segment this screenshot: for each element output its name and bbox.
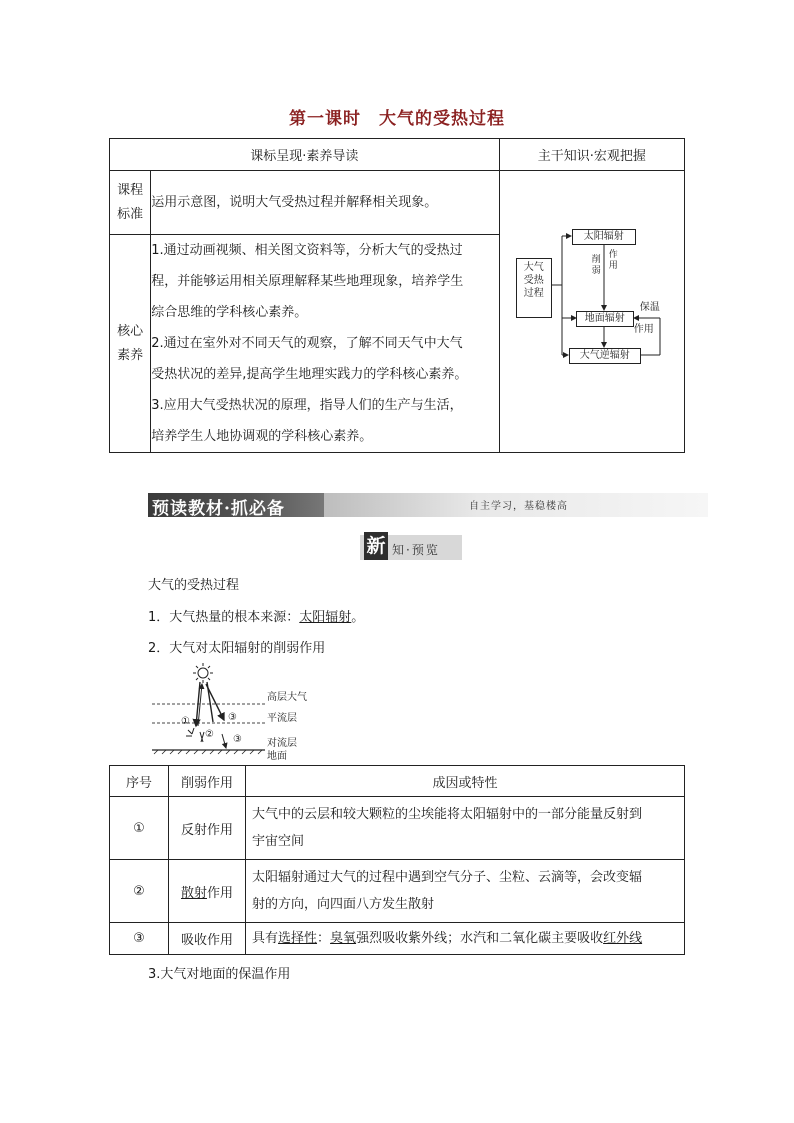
badge-new-glyph: 新 [364,532,388,560]
answer-ozone: 臭氧 [330,931,357,946]
diagram-box-atmospheric-counter-radiation: 大气逆辐射 [569,348,641,364]
marker-2: ② [205,729,214,740]
answer-solar-radiation: 太阳辐射 [299,610,352,625]
col-header-effect: 削弱作用 [169,766,246,797]
table-row: ① 反射作用 大气中的云层和较大颗粒的尘埃能将太阳辐射中的一部分能量反射到 宇宙空间 [110,797,685,860]
diagram-box-process: 大气 受热 过程 [516,258,552,318]
banner-subtitle: 自主学习，基稳楼高 [469,501,568,512]
preview-badge [360,535,462,560]
table-row: ② 散射作用 太阳辐射通过大气的过程中遇到空气分子、尘粒、云滴等，会改变辐 射的方向，向四面八方发生散射 [110,860,685,923]
label-troposphere: 对流层 [267,738,297,749]
marker-1: ① [181,716,190,727]
section-banner [148,493,708,517]
atmosphere-diagram-svg [150,662,350,762]
badge-label: 知·预览 [392,543,440,557]
banner-title: 预读教材·抓必备 [152,499,285,519]
marker-3-upper: ③ [228,712,237,723]
section-heading: 大气的受热过程 [148,578,240,593]
diagram-box-solar-radiation: 太阳辐射 [572,229,636,245]
row-label-core: 核心 素养 [110,235,151,453]
page-title: 第一课时 大气的受热过程 [289,109,505,129]
sun-icon [198,668,208,678]
col-header-cause: 成因或特性 [246,766,685,797]
col-header-number: 序号 [110,766,169,797]
answer-infrared: 红外线 [603,931,643,946]
header-knowledge: 主干知识·宏观把握 [499,139,684,171]
diagram-label-weaken: 削 弱 [591,254,601,276]
answer-scatter: 散射 [180,885,207,901]
row-label-standard: 课程 标准 [110,171,151,235]
answer-selectivity: 选择性 [278,931,318,946]
concept-diagram [499,171,684,453]
item-3: 3.大气对地面的保温作用 [148,967,291,982]
atmosphere-figure [150,662,350,762]
diagram-label-keep-warm: 保温 [639,301,660,313]
diagram-label-effect: 作 用 [608,249,618,271]
diagram-label-effect-2: 作用 [633,323,654,335]
marker-3-lower: ③ [233,734,242,745]
standard-text: 运用示意图，说明大气受热过程并解释相关现象。 [151,171,499,235]
item-1: 1．大气热量的根本来源：太阳辐射。 [148,610,365,625]
label-ground: 地面 [267,751,287,762]
core-literacy-text: 1.通过动画视频、相关图文资料等，分析大气的受热过 程，并能够运用相关原理解释某些地理现象，培养学生 综合思维的学科核心素养。 2.通过在室外对不同天气的观察，了解不同天气中大气 受热状况的差异,提高学生地理实践力的学科核心素养。 3.应用大气受热状况的原理，指导人们的生产与生活， 培养学生人地协调观的学科核心素养。 [151,235,499,453]
label-stratosphere: 平流层 [267,713,297,724]
header-standards: 课标呈现·素养导读 [110,139,500,171]
diagram-box-ground-radiation: 地面辐射 [576,311,634,327]
label-upper-atmosphere: 高层大气 [267,692,307,703]
weakening-effects-table [109,765,685,955]
table-row: ③ 吸收作用 具有选择性：臭氧强烈吸收紫外线；水汽和二氧化碳主要吸收红外线 [110,923,685,955]
item-2: 2．大气对太阳辐射的削弱作用 [148,641,326,656]
lesson-overview-table [109,138,685,453]
